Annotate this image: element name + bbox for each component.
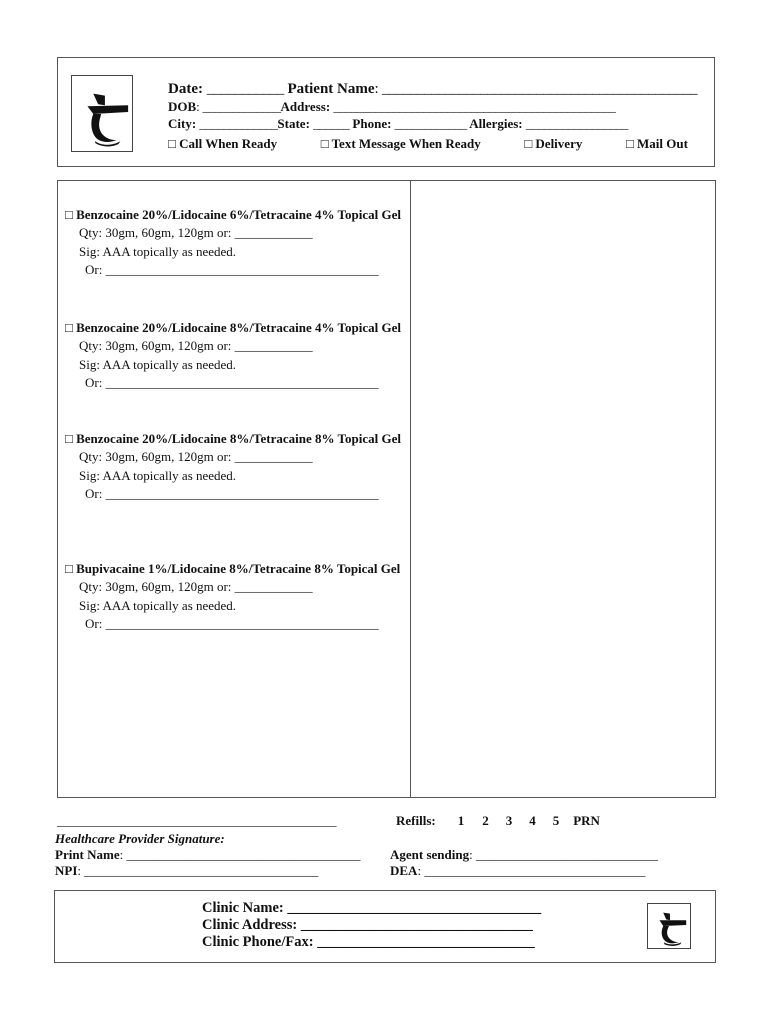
qty-line[interactable]: Qty: 30gm, 60gm, 120gm or: ____________ [79,225,313,240]
allergies-label: Allergies: [469,116,523,131]
mortar-pestle-logo-icon [71,75,133,152]
state-field[interactable]: ______ [313,116,350,131]
address-label: Address: [280,99,331,114]
refill-option-5[interactable]: 5 [552,813,560,828]
sig-line: Sig: AAA topically as needed. [79,243,237,259]
dob-label: DOB [168,99,197,114]
qty-line[interactable]: Qty: 30gm, 60gm, 120gm or: ____________ [79,579,313,594]
address-field[interactable]: _______________________________________________ [333,99,616,114]
prescription-item [65,205,405,280]
logo-wrapper [647,903,691,949]
agent-sending-row [390,847,658,863]
npi-row [55,863,318,879]
signature-label: Healthcare Provider Signature: [55,831,225,846]
or-line[interactable]: Or: __________________________________________ [85,262,379,277]
sig-line: Sig: AAA topically as needed. [79,356,237,372]
header-row-2 [168,99,615,115]
delivery-checkbox[interactable]: □ Delivery [524,136,583,151]
city-label: City: [168,116,197,131]
state-label: State: [277,116,310,131]
or-line[interactable]: Or: __________________________________________ [85,616,379,631]
or-line[interactable]: Or: __________________________________________ [85,375,379,390]
refill-option-3[interactable]: 3 [505,813,513,828]
prescription-box [57,180,716,798]
contact-options [168,136,688,152]
clinic-info-box [54,890,716,963]
date-field[interactable]: ___________ [206,81,284,97]
prescription-checkbox[interactable]: □ Benzocaine 20%/Lidocaine 6%/Tetracaine 4% Topical Gel [65,207,401,222]
prescription-checkbox[interactable]: □ Benzocaine 20%/Lidocaine 8%/Tetracaine 4% Topical Gel [65,320,401,335]
dea-row [390,863,645,879]
call-when-ready-checkbox[interactable]: □ Call When Ready [168,136,278,151]
refills-label: Refills: [396,813,436,828]
or-line[interactable]: Or: __________________________________________ [85,486,379,501]
clinic-phone-fax-field[interactable]: Clinic Phone/Fax: ______________________________ [202,934,535,950]
dea-field[interactable]: : __________________________________ [417,863,646,878]
dob-field[interactable]: _____________ [202,99,281,114]
allergies-field[interactable]: _________________ [525,116,628,131]
patient-name-colon: : [374,81,379,97]
qty-line[interactable]: Qty: 30gm, 60gm, 120gm or: ____________ [79,338,313,353]
sig-line: Sig: AAA topically as needed. [79,467,237,483]
date-label: Date: [168,81,203,97]
dob-colon: : [196,99,200,114]
clinic-address-field[interactable]: Clinic Address: ________________________________ [202,917,533,933]
prescription-item [65,318,405,393]
header-row-1 [168,81,697,98]
patient-info-header [57,57,715,167]
prescription-checkbox[interactable]: □ Bupivacaine 1%/Lidocaine 8%/Tetracaine 8% Topical Gel [65,561,401,576]
signature-line[interactable]: ___________________________________________ [57,813,337,828]
refill-option-prn[interactable]: PRN [573,813,600,828]
npi-label: NPI [55,863,78,878]
header-row-3 [168,116,628,132]
qty-line[interactable]: Qty: 30gm, 60gm, 120gm or: ____________ [79,449,313,464]
refill-option-1[interactable]: 1 [457,813,465,828]
refill-option-4[interactable]: 4 [529,813,536,828]
print-name-field[interactable]: : ____________________________________ [119,847,361,862]
sig-line: Sig: AAA topically as needed. [79,597,237,613]
npi-field[interactable]: : ____________________________________ [77,863,319,878]
text-message-checkbox[interactable]: □ Text Message When Ready [320,136,481,151]
prescription-checkbox[interactable]: □ Benzocaine 20%/Lidocaine 8%/Tetracaine 8% Topical Gel [65,431,401,446]
refills-row [396,813,600,829]
print-name-row [55,847,361,863]
clinic-name-field[interactable]: Clinic Name: ___________________________________ [202,900,542,916]
patient-name-label: Patient Name [287,81,375,97]
column-divider [410,181,411,797]
phone-label: Phone: [352,116,392,131]
agent-sending-label: Agent sending [390,847,470,862]
mail-out-checkbox[interactable]: □ Mail Out [625,136,688,151]
mortar-pestle-logo-icon [647,903,691,949]
dea-label: DEA [390,863,418,878]
phone-field[interactable]: ____________ [394,116,467,131]
prescription-item [65,429,405,504]
prescription-item [65,559,405,634]
patient-name-field[interactable]: _____________________________________________ [381,81,697,97]
city-field[interactable]: _____________ [199,116,278,131]
agent-sending-field[interactable]: : ____________________________ [469,847,658,862]
refill-option-2[interactable]: 2 [482,813,489,828]
print-name-label: Print Name [55,847,120,862]
